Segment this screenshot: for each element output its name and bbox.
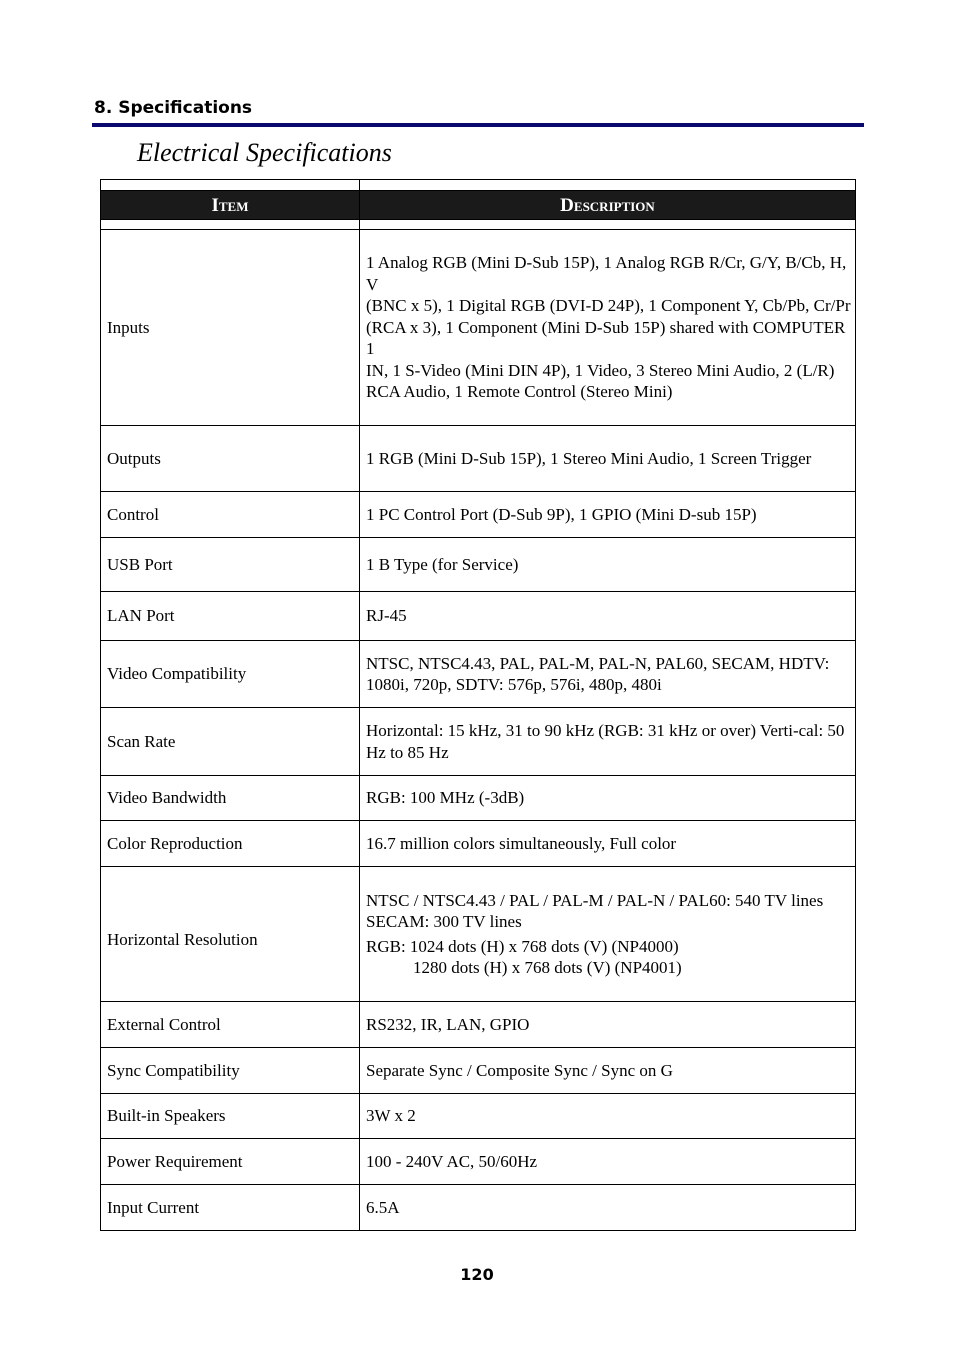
description-line: RJ-45 bbox=[366, 606, 407, 626]
table-row bbox=[101, 867, 856, 1002]
description-cell bbox=[360, 776, 856, 821]
item-cell: Sync Compatibility bbox=[101, 1048, 360, 1094]
item-cell: USB Port bbox=[101, 538, 360, 592]
item-cell: LAN Port bbox=[101, 592, 360, 641]
description-line: 6.5A bbox=[366, 1197, 400, 1217]
description-line: 16.7 million colors simultaneously, Full color bbox=[366, 833, 677, 853]
description-line: 1280 dots (H) x 768 dots (V) (NP4001) bbox=[413, 958, 682, 977]
description-line: NTSC / NTSC4.43 / PAL / PAL-M / PAL-N / PAL60: 540 TV lines bbox=[366, 890, 824, 910]
description-line: 1 B Type (for Service) bbox=[366, 554, 519, 574]
table-row bbox=[101, 492, 856, 538]
description-line: 100 - 240V AC, 50/60Hz bbox=[366, 1151, 538, 1171]
table-row bbox=[101, 1185, 856, 1231]
table-row bbox=[101, 538, 856, 592]
description-line: (RCA x 3), 1 Component (Mini D-Sub 15P) shared with COMPUTER 1 bbox=[366, 317, 846, 359]
description-cell bbox=[360, 1139, 856, 1185]
column-header-item: Item bbox=[101, 191, 360, 220]
table-row bbox=[101, 1139, 856, 1185]
item-cell: Power Requirement bbox=[101, 1139, 360, 1185]
description-cell bbox=[360, 1094, 856, 1139]
description-line: SECAM: 300 TV lines bbox=[366, 912, 522, 931]
description-cell bbox=[360, 641, 856, 708]
column-header-description: Description bbox=[360, 191, 856, 220]
item-cell: Video Compatibility bbox=[101, 641, 360, 708]
table-row bbox=[101, 641, 856, 708]
table-row bbox=[101, 776, 856, 821]
item-cell: Inputs bbox=[101, 230, 360, 426]
description-cell bbox=[360, 867, 856, 1002]
item-cell: Control bbox=[101, 492, 360, 538]
item-cell: Horizontal Resolution bbox=[101, 867, 360, 1002]
header-rule bbox=[92, 123, 864, 127]
description-line: RS232, IR, LAN, GPIO bbox=[366, 1014, 530, 1034]
description-line: (BNC x 5), 1 Digital RGB (DVI-D 24P), 1 Component Y, Cb/Pb, Cr/Pr bbox=[366, 296, 851, 316]
item-cell: Color Reproduction bbox=[101, 821, 360, 867]
description-line: Separate Sync / Composite Sync / Sync on G bbox=[366, 1060, 673, 1080]
description-line: 1 Analog RGB (Mini D-Sub 15P), 1 Analog RGB R/Cr, G/Y, B/Cb, H, V bbox=[366, 253, 847, 294]
table-top-spacer bbox=[101, 180, 856, 191]
table-row bbox=[101, 230, 856, 426]
description-cell bbox=[360, 1048, 856, 1094]
item-cell: Input Current bbox=[101, 1185, 360, 1231]
description-cell bbox=[360, 492, 856, 538]
table-row bbox=[101, 426, 856, 492]
description-line: RGB: 100 MHz (-3dB) bbox=[366, 788, 525, 808]
item-cell: External Control bbox=[101, 1002, 360, 1048]
item-cell: Built-in Speakers bbox=[101, 1094, 360, 1139]
section-header: 8. Specifications bbox=[94, 98, 253, 118]
description-line: RGB: 1024 dots (H) x 768 dots (V) (NP4000) bbox=[366, 936, 679, 956]
table-row bbox=[101, 592, 856, 641]
description-line: NTSC, NTSC4.43, PAL, PAL-M, PAL-N, PAL60, SECAM, HDTV: 1080i, 720p, SDTV: 576p, 576i, 480p, 480i bbox=[366, 653, 830, 694]
table-row bbox=[101, 1048, 856, 1094]
table-row bbox=[101, 708, 856, 776]
specifications-table bbox=[100, 179, 856, 1231]
description-cell bbox=[360, 230, 856, 426]
page-title: Electrical Specifications bbox=[137, 138, 392, 167]
page-number: 120 bbox=[460, 1265, 494, 1284]
description-cell bbox=[360, 1185, 856, 1231]
item-cell: Scan Rate bbox=[101, 708, 360, 776]
description-cell bbox=[360, 708, 856, 776]
description-line: 3W x 2 bbox=[366, 1106, 416, 1126]
description-cell bbox=[360, 426, 856, 492]
description-cell bbox=[360, 538, 856, 592]
table-row bbox=[101, 1002, 856, 1048]
description-cell bbox=[360, 821, 856, 867]
table-row bbox=[101, 1094, 856, 1139]
description-cell bbox=[360, 1002, 856, 1048]
item-cell: Outputs bbox=[101, 426, 360, 492]
table-header-row bbox=[101, 191, 856, 220]
table-header-gap bbox=[101, 220, 856, 230]
description-cell bbox=[360, 592, 856, 641]
item-cell: Video Bandwidth bbox=[101, 776, 360, 821]
description-line: 1 PC Control Port (D-Sub 9P), 1 GPIO (Mini D-sub 15P) bbox=[366, 504, 757, 524]
description-line: Horizontal: 15 kHz, 31 to 90 kHz (RGB: 31 kHz or over) Verti-cal: 50 Hz to 85 Hz bbox=[366, 721, 845, 762]
table-row bbox=[101, 821, 856, 867]
description-line: IN, 1 S-Video (Mini DIN 4P), 1 Video, 3 Stereo Mini Audio, 2 (L/R) RCA Audio, 1 Remote Control (Stereo Mini) bbox=[366, 360, 835, 402]
description-line: 1 RGB (Mini D-Sub 15P), 1 Stereo Mini Audio, 1 Screen Trigger bbox=[366, 448, 812, 468]
